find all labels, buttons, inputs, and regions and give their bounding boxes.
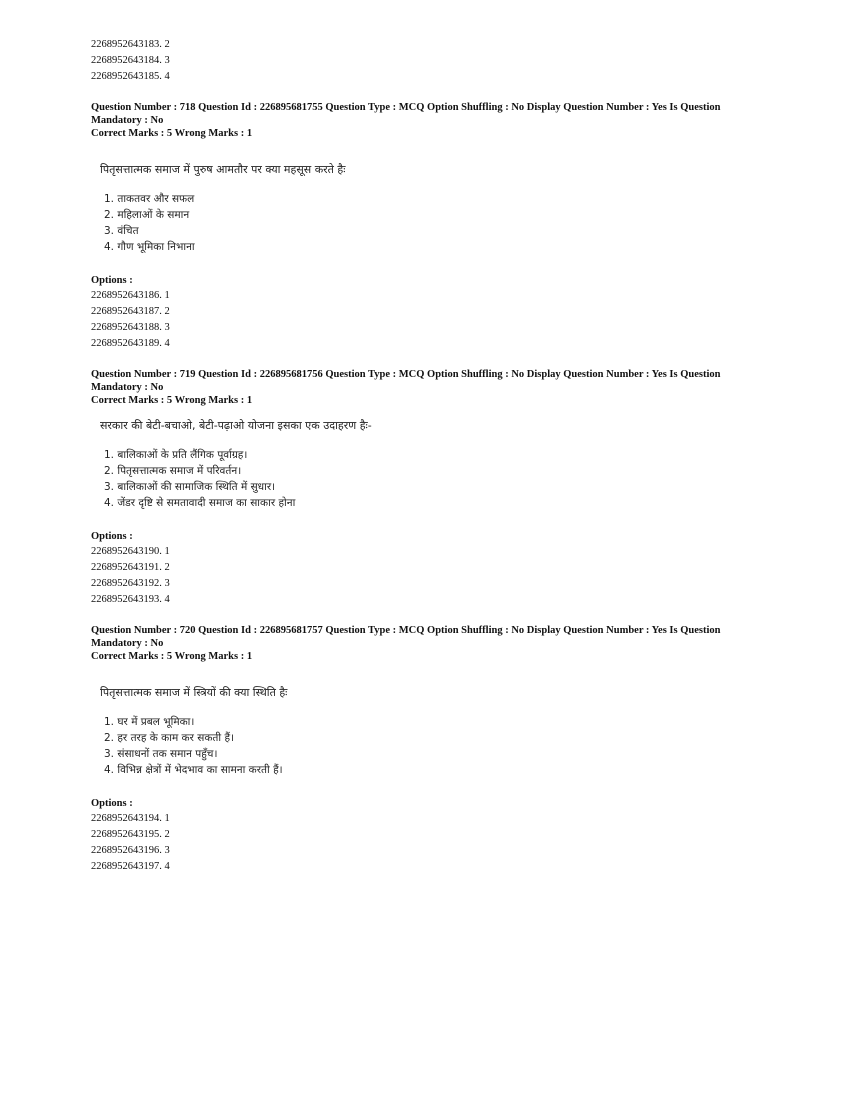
option-id-line: 2268952643196. 3 bbox=[91, 845, 170, 856]
question-meta: Question Number : 718 Question Id : 226895681755 Question Type : MCQ Option Shuffling : No Display Question Number : Yes Is Question Mandatory : No bbox=[91, 102, 721, 126]
question-text: सरकार की बेटी-बचाओ, बेटी-पढ़ाओ योजना इसका एक उदाहरण हैः- bbox=[100, 419, 372, 432]
option-id-line: 2268952643194. 1 bbox=[91, 813, 170, 824]
question-meta: Question Number : 719 Question Id : 226895681756 Question Type : MCQ Option Shuffling : No Display Question Number : Yes Is Question Mandatory : No bbox=[91, 369, 721, 393]
answer-choice: 4. विभिन्न क्षेत्रों में भेदभाव का सामना करती हैं। bbox=[104, 764, 283, 776]
question-marks: Correct Marks : 5 Wrong Marks : 1 bbox=[91, 395, 253, 406]
options-label: Options : bbox=[91, 798, 133, 809]
answer-choice: 2. हर तरह के काम कर सकती हैं। bbox=[104, 732, 235, 744]
option-id-line: 2268952643185. 4 bbox=[91, 71, 170, 82]
answer-choice: 2. पितृसत्तात्मक समाज में परिवर्तन। bbox=[104, 465, 242, 477]
question-text: पितृसत्तात्मक समाज में पुरुष आमतौर पर क्या महसूस करते हैः bbox=[100, 163, 346, 176]
option-id-line: 2268952643183. 2 bbox=[91, 39, 170, 50]
answer-choice: 3. वंचित bbox=[104, 225, 139, 237]
option-id-line: 2268952643187. 2 bbox=[91, 306, 170, 317]
option-id-line: 2268952643188. 3 bbox=[91, 322, 170, 333]
question-text: पितृसत्तात्मक समाज में स्त्रियों की क्या स्थिति हैः bbox=[100, 686, 288, 699]
question-meta: Question Number : 720 Question Id : 226895681757 Question Type : MCQ Option Shuffling : No Display Question Number : Yes Is Question Mandatory : No bbox=[91, 625, 721, 649]
answer-choice: 4. गौण भूमिका निभाना bbox=[104, 241, 195, 253]
answer-choice: 1. घर में प्रबल भूमिका। bbox=[104, 716, 195, 728]
option-id-line: 2268952643186. 1 bbox=[91, 290, 170, 301]
answer-choice: 3. बालिकाओं की सामाजिक स्थिति में सुधार। bbox=[104, 481, 276, 493]
options-label: Options : bbox=[91, 275, 133, 286]
question-marks: Correct Marks : 5 Wrong Marks : 1 bbox=[91, 128, 253, 139]
option-id-line: 2268952643197. 4 bbox=[91, 861, 170, 872]
option-id-line: 2268952643184. 3 bbox=[91, 55, 170, 66]
answer-choice: 2. महिलाओं के समान bbox=[104, 209, 190, 221]
options-label: Options : bbox=[91, 531, 133, 542]
option-id-line: 2268952643192. 3 bbox=[91, 578, 170, 589]
option-id-line: 2268952643193. 4 bbox=[91, 594, 170, 605]
answer-choice: 1. ताकतवर और सफल bbox=[104, 193, 195, 205]
option-id-line: 2268952643190. 1 bbox=[91, 546, 170, 557]
answer-choice: 1. बालिकाओं के प्रति लैंगिक पूर्वाग्रह। bbox=[104, 449, 248, 461]
option-id-line: 2268952643195. 2 bbox=[91, 829, 170, 840]
option-id-line: 2268952643191. 2 bbox=[91, 562, 170, 573]
answer-choice: 4. जेंडर दृष्टि से समतावादी समाज का साकार होना bbox=[104, 497, 296, 509]
question-marks: Correct Marks : 5 Wrong Marks : 1 bbox=[91, 651, 253, 662]
option-id-line: 2268952643189. 4 bbox=[91, 338, 170, 349]
answer-choice: 3. संसाधनों तक समान पहुँच। bbox=[104, 748, 218, 760]
